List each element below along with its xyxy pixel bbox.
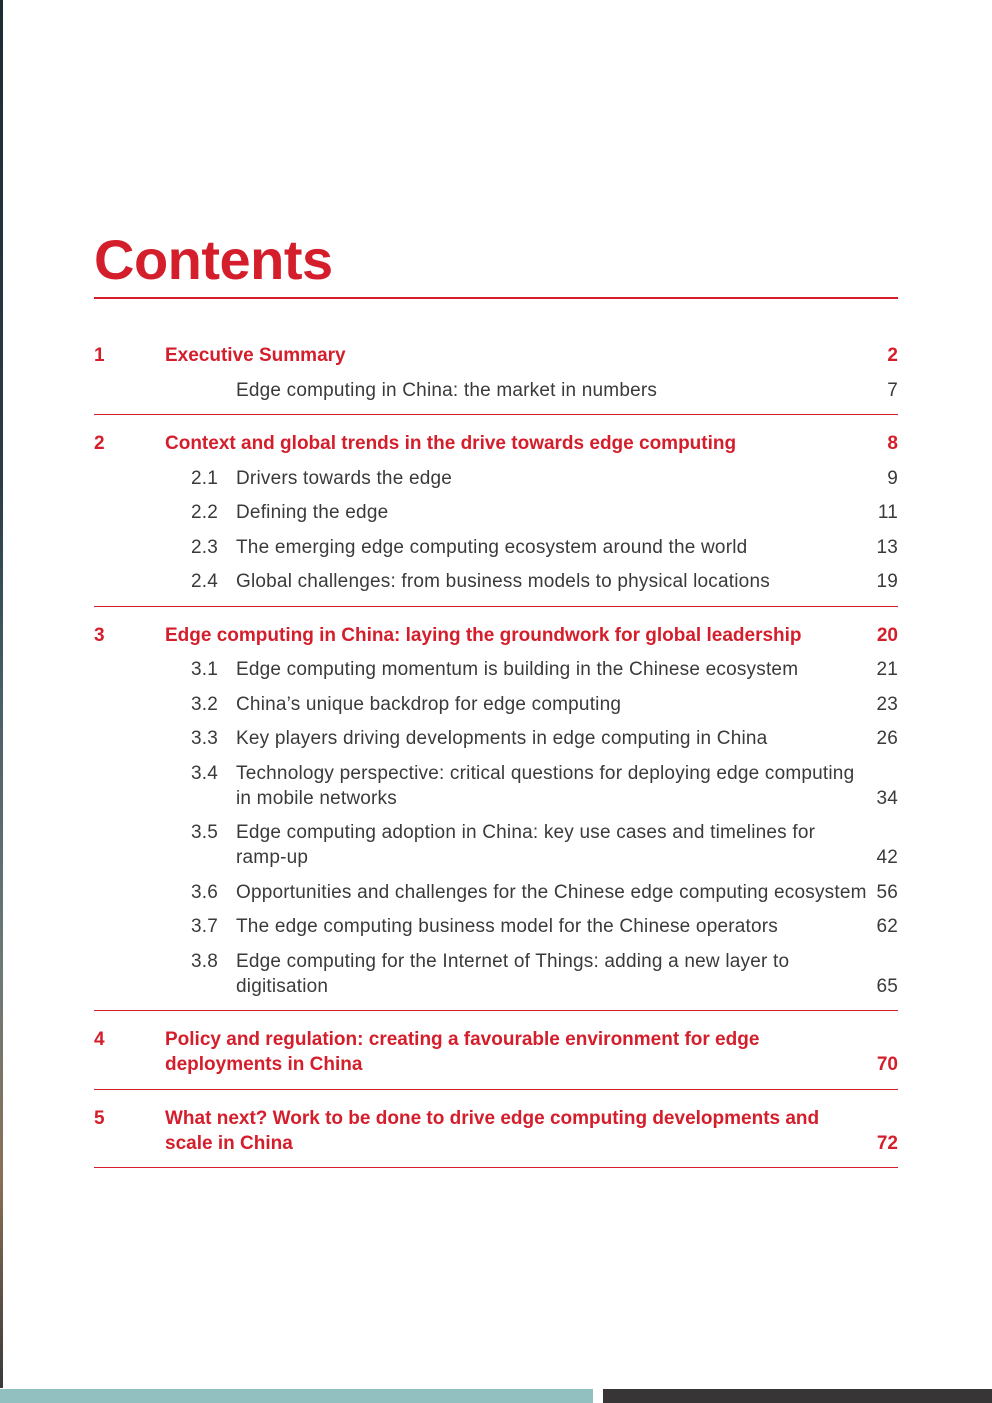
toc-subsection-entry[interactable] xyxy=(94,756,898,816)
chapter-title: Policy and regulation: creating a favourable environment for edge deployments in China xyxy=(165,1029,760,1075)
subsection-page-number: 11 xyxy=(877,502,898,523)
subsection-title: The edge computing business model for the Chinese operators xyxy=(236,916,778,937)
subsection-page-number: 56 xyxy=(876,881,898,903)
toc-subsection-entry[interactable] xyxy=(94,373,898,408)
subsection-title: Drivers towards the edge xyxy=(236,467,453,489)
subsection-title: Edge computing for the Internet of Things: adding a new layer to digitisation xyxy=(236,950,790,997)
table-of-contents xyxy=(94,334,898,1168)
footer-bar-right xyxy=(603,1389,992,1403)
chapter-number: 4 xyxy=(94,1029,105,1050)
toc-subsection-entry[interactable] xyxy=(94,815,898,875)
chapter-page-number: 8 xyxy=(887,433,898,454)
toc-section xyxy=(94,1090,898,1169)
subsection-title: The emerging edge computing ecosystem around the world xyxy=(236,536,748,558)
subsection-title: Edge computing momentum is building in the Chinese ecosystem xyxy=(236,659,799,680)
subsection-number: 2.3 xyxy=(191,536,219,558)
subsection-number: 2.4 xyxy=(191,571,219,592)
toc-subsection-entry[interactable] xyxy=(94,564,898,599)
subsection-page-number: 34 xyxy=(876,787,898,809)
toc-section xyxy=(94,334,898,415)
subsection-page-number: 19 xyxy=(876,571,898,592)
subsection-title: Defining the edge xyxy=(236,502,389,523)
toc-section xyxy=(94,607,898,1012)
toc-subsection-entry[interactable] xyxy=(94,495,898,530)
subsection-number: 3.4 xyxy=(191,762,219,784)
chapter-title: Context and global trends in the drive towards edge computing xyxy=(165,433,737,454)
chapter-page-number: 72 xyxy=(876,1132,898,1154)
subsection-title: Technology perspective: critical questions for deploying edge computing in mobile networks xyxy=(236,762,855,809)
toc-subsection-entry[interactable] xyxy=(94,687,898,722)
toc-chapter-entry[interactable] xyxy=(94,1101,898,1161)
page-title: Contents xyxy=(94,228,333,291)
toc-subsection-entry[interactable] xyxy=(94,461,898,496)
subsection-title: Opportunities and challenges for the Chinese edge computing ecosystem xyxy=(236,881,867,903)
chapter-number: 3 xyxy=(94,624,105,646)
toc-subsection-entry[interactable] xyxy=(94,530,898,565)
chapter-number: 1 xyxy=(94,345,105,366)
toc-chapter-entry[interactable] xyxy=(94,1022,898,1082)
subsection-page-number: 26 xyxy=(876,728,898,749)
subsection-number: 3.8 xyxy=(191,950,219,972)
chapter-title: What next? Work to be done to drive edge computing developments and scale in China xyxy=(165,1107,820,1154)
subsection-number: 2.1 xyxy=(191,467,219,489)
footer-bar-left xyxy=(0,1389,593,1403)
title-rule xyxy=(94,297,898,299)
subsection-number: 3.7 xyxy=(191,916,219,937)
subsection-page-number: 7 xyxy=(887,379,898,401)
subsection-number: 3.5 xyxy=(191,822,219,843)
toc-subsection-entry[interactable] xyxy=(94,944,898,1004)
subsection-page-number: 65 xyxy=(876,975,898,997)
toc-subsection-entry[interactable] xyxy=(94,652,898,687)
subsection-title: Edge computing in China: the market in numbers xyxy=(236,379,658,401)
subsection-page-number: 9 xyxy=(887,467,898,489)
subsection-title: China’s unique backdrop for edge computing xyxy=(236,693,622,715)
toc-section xyxy=(94,1011,898,1090)
subsection-page-number: 62 xyxy=(876,916,898,937)
toc-subsection-entry[interactable] xyxy=(94,875,898,910)
subsection-page-number: 13 xyxy=(876,536,898,558)
subsection-page-number: 21 xyxy=(876,659,898,680)
subsection-page-number: 42 xyxy=(876,847,898,868)
toc-subsection-entry[interactable] xyxy=(94,721,898,756)
chapter-title: Executive Summary xyxy=(165,345,346,366)
chapter-page-number: 20 xyxy=(876,624,898,646)
chapter-page-number: 70 xyxy=(876,1054,898,1075)
left-edge-strip xyxy=(0,0,3,1388)
subsection-page-number: 23 xyxy=(876,693,898,715)
chapter-number: 5 xyxy=(94,1107,105,1129)
chapter-number: 2 xyxy=(94,433,105,454)
subsection-title: Key players driving developments in edge computing in China xyxy=(236,728,768,749)
toc-subsection-entry[interactable] xyxy=(94,909,898,944)
chapter-title: Edge computing in China: laying the groundwork for global leadership xyxy=(165,624,802,646)
subsection-number: 2.2 xyxy=(191,502,219,523)
chapter-page-number: 2 xyxy=(887,345,898,366)
toc-chapter-entry[interactable] xyxy=(94,426,898,461)
subsection-title: Edge computing adoption in China: key use cases and timelines for ramp-up xyxy=(236,822,816,868)
subsection-title: Global challenges: from business models to physical locations xyxy=(236,571,770,592)
toc-chapter-entry[interactable] xyxy=(94,618,898,653)
subsection-number: 3.2 xyxy=(191,693,219,715)
subsection-number: 3.6 xyxy=(191,881,219,903)
subsection-number: 3.1 xyxy=(191,659,219,680)
toc-chapter-entry[interactable] xyxy=(94,338,898,373)
toc-section xyxy=(94,415,898,607)
subsection-number: 3.3 xyxy=(191,728,219,749)
